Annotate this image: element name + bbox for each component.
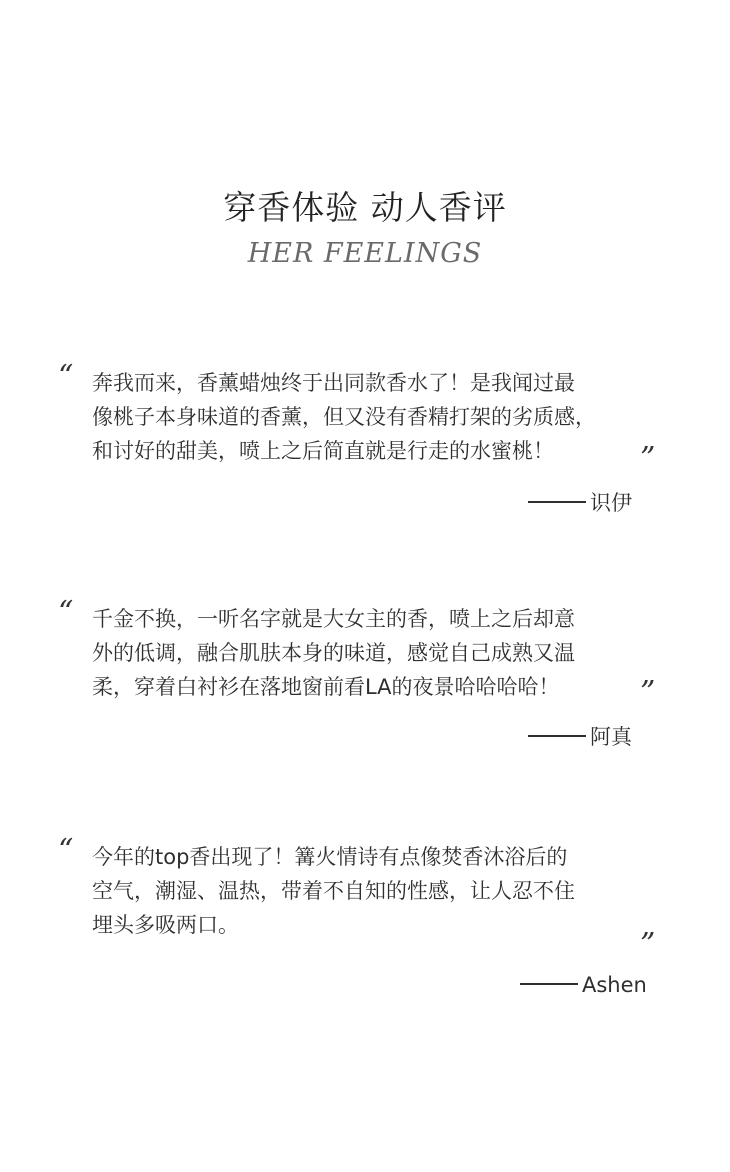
open-quote-mark: “ [58,359,74,394]
review-line: 柔，穿着白衬衫在落地窗前看LA的夜景哈哈哈哈！ [92,675,560,699]
dash-divider [520,983,578,985]
review-line: 千金不换，一听名字就是大女主的香，喷上之后却意 [92,607,575,631]
page-subtitle: HER FEELINGS [247,238,483,269]
close-quote-mark: ” [640,675,656,710]
review-line: 埋头多吸两口。 [92,913,239,937]
review-text [92,366,652,468]
open-quote-mark: “ [58,833,74,868]
review-line: 奔我而来，香薰蜡烛终于出同款香水了！是我闻过最 [92,371,575,395]
author-name: Ashen [582,973,647,997]
dash-divider [528,501,586,503]
review-author [528,487,632,517]
review-author [528,721,632,751]
review-text [92,602,652,704]
author-name: 阿真 [590,725,632,749]
review-line: 像桃子本身味道的香薰，但又没有香精打架的劣质感， [92,405,596,429]
review-line: 外的低调，融合肌肤本身的味道，感觉自己成熟又温 [92,641,575,665]
review-text [92,840,652,942]
page-title: 穿香体验 动人香评 [223,188,507,227]
review-line: 今年的top香出现了！篝火情诗有点像焚香沐浴后的 [92,845,568,869]
dash-divider [528,735,586,737]
author-name: 识伊 [590,491,632,515]
close-quote-mark: ” [640,927,656,962]
review-line: 空气，潮湿、温热，带着不自知的性感，让人忍不住 [92,879,575,903]
close-quote-mark: ” [640,441,656,476]
review-line: 和讨好的甜美，喷上之后简直就是行走的水蜜桃！ [92,439,554,463]
review-author [520,973,647,997]
open-quote-mark: “ [58,595,74,630]
